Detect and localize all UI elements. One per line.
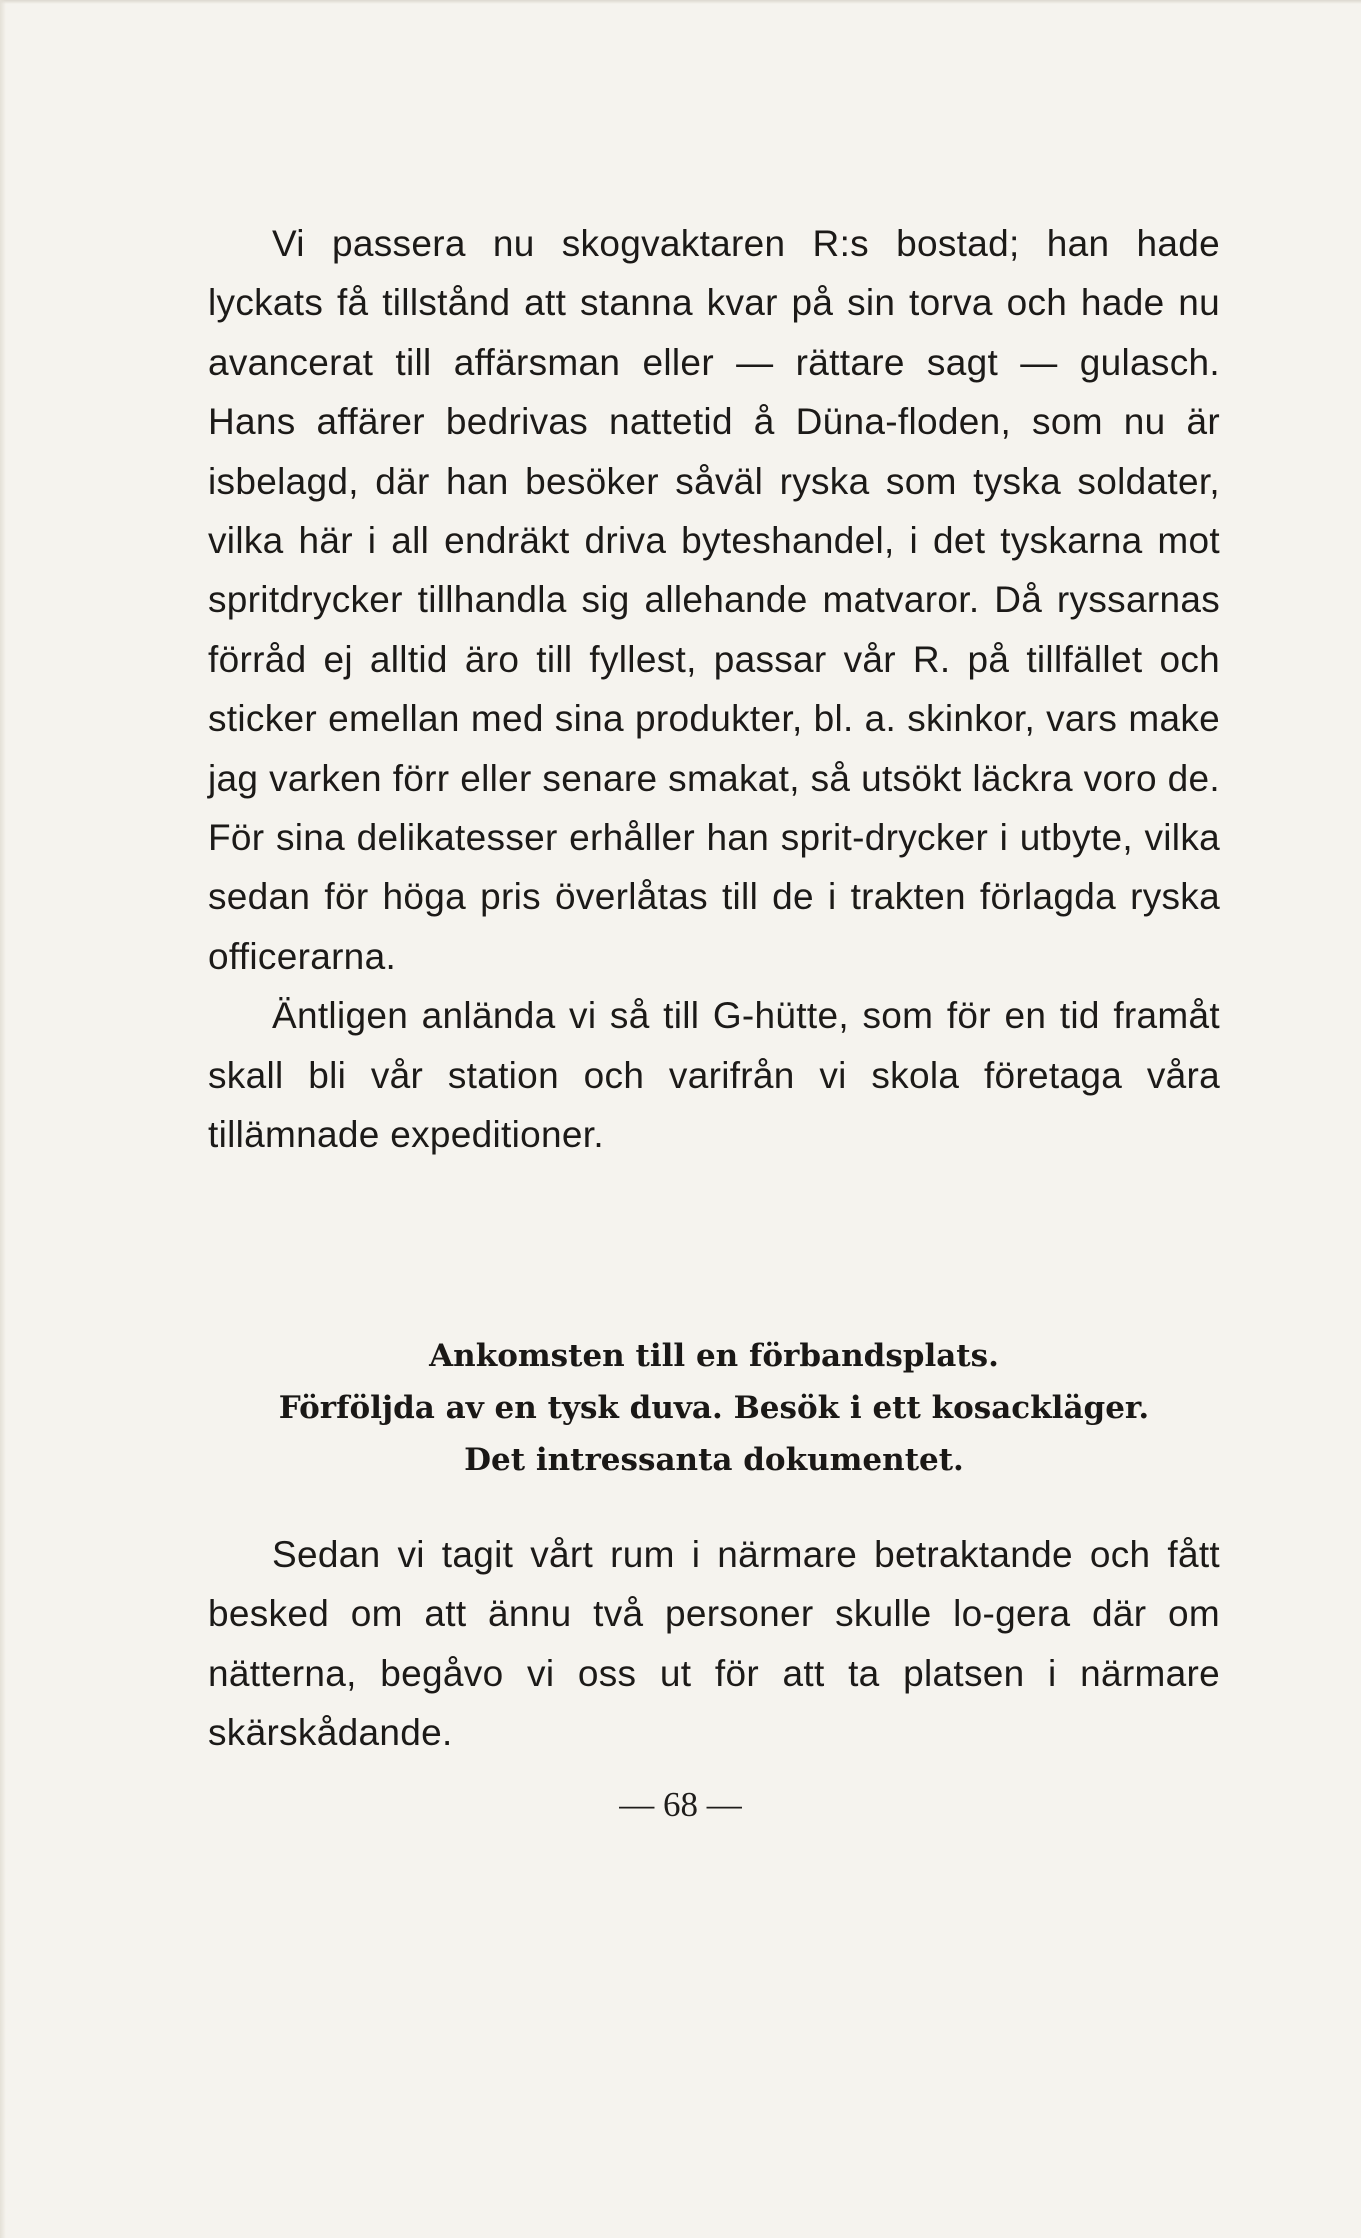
heading-line: Det intressanta dokumentet. <box>464 1442 964 1478</box>
paragraph: Äntligen anlända vi så till G-hütte, som för en tid framåt skall bli vår station och varifrån vi skola företaga våra tillämnade expeditioner. <box>208 995 1220 1156</box>
body-text-bottom <box>208 1525 1220 1763</box>
body-text-top <box>208 214 1220 1165</box>
chapter-heading <box>200 1330 1228 1486</box>
paragraph: Vi passera nu skogvaktaren R:s bostad; han hade lyckats få tillstånd att stanna kvar på sin torva och hade nu avancerat till affärsman eller — rättare sagt — gulasch. Hans affärer bedrivas nattetid å Düna-floden, som nu är isbelagd, där han besöker såväl ryska som tyska soldater, vilka här i all endräkt driva byteshandel, i det tyskarna mot spritdrycker tillhandla sig allehande matvaror. Då ryssarnas förråd ej alltid äro till fyllest, passar vår R. på tillfället och sticker emellan med sina produkter, bl. a. skinkor, vars make jag varken förr eller senare smakat, så utsökt läckra voro de. För sina delikatesser erhåller han sprit-drycker i utbyte, vilka sedan för höga pris överlåtas till de i trakten förlagda ryska officerarna. <box>208 223 1220 977</box>
page-edge-top <box>0 0 1361 4</box>
heading-line: Ankomsten till en förbandsplats. <box>429 1338 999 1374</box>
heading-line: Förföljda av en tysk duva. Besök i ett kosackläger. <box>278 1390 1150 1426</box>
page-number: — 68 — <box>619 1785 742 1824</box>
page-edge-left <box>0 0 6 2238</box>
paragraph: Sedan vi tagit vårt rum i närmare betraktande och fått besked om att ännu två personer skulle lo-gera där om nätterna, begåvo vi oss ut för att ta platsen i närmare skärskådande. <box>208 1534 1220 1754</box>
